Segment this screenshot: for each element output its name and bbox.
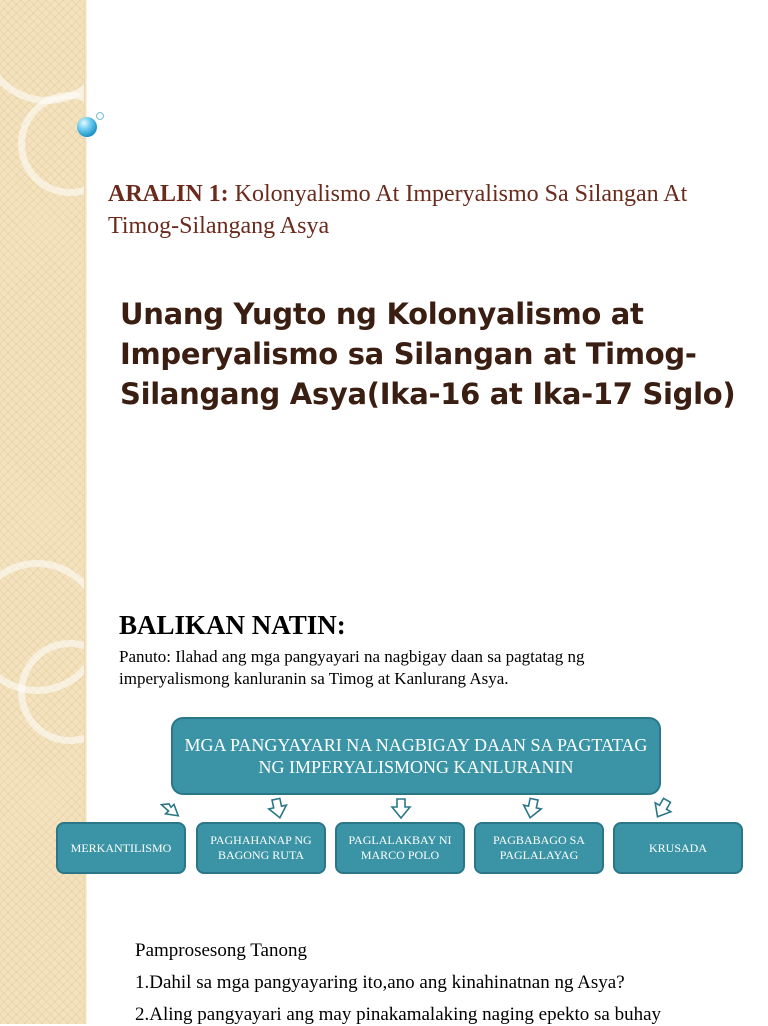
diagram-child-box: PAGHAHANAP NG BAGONG RUTA xyxy=(196,822,326,874)
review-heading: BALIKAN NATIN: xyxy=(119,610,346,640)
main-title: Unang Yugto ng Kolonyalismo at Imperyalismo sa Silangan at Timog-Silangang Asya(Ika-16 at Ika-17 Siglo) xyxy=(120,297,736,411)
diagram-child-box: KRUSADA xyxy=(613,822,743,874)
decorative-ring xyxy=(0,0,84,104)
down-arrow-icon xyxy=(520,797,544,821)
down-arrow-icon xyxy=(266,797,290,821)
down-arrow-icon xyxy=(389,797,413,821)
diagram-child-box: PAGLALAKBAY NI MARCO POLO xyxy=(335,822,465,874)
diagram-root-box: MGA PANGYAYARI NA NAGBIGAY DAAN SA PAGTATAG NG IMPERYALISMONG KANLURANIN xyxy=(171,717,661,795)
bubble-icon xyxy=(77,117,97,137)
small-bubble-icon xyxy=(96,112,104,120)
lesson-subject: Kolonyalismo At Imperyalismo Sa Silangan At Timog-Silangang Asya xyxy=(108,181,688,239)
lesson-label: ARALIN 1: xyxy=(108,181,229,207)
review-instructions: Panuto: Ilahad ang mga pangyayari na nagbigay daan sa pagtatag ng imperyalismong kanluranin sa Timog at Kanlurang Asya. xyxy=(119,647,585,688)
down-arrow-icon xyxy=(160,797,184,821)
diagram-child-box: MERKANTILISMO xyxy=(56,822,186,874)
diagram-child-box: PAGBABAGO SA PAGLALAYAG xyxy=(474,822,604,874)
lesson-title xyxy=(108,178,728,242)
down-arrow-icon xyxy=(650,797,674,821)
question-item: 1.Dahil sa mga pangyayaring ito,ano ang kinahinatnan ng Asya? xyxy=(135,972,625,993)
questions-heading: Pamprosesong Tanong xyxy=(135,940,307,961)
question-item: 2.Aling pangyayari ang may pinakamalaking naging epekto sa buhay xyxy=(135,1004,662,1025)
decorative-ring xyxy=(18,92,84,196)
